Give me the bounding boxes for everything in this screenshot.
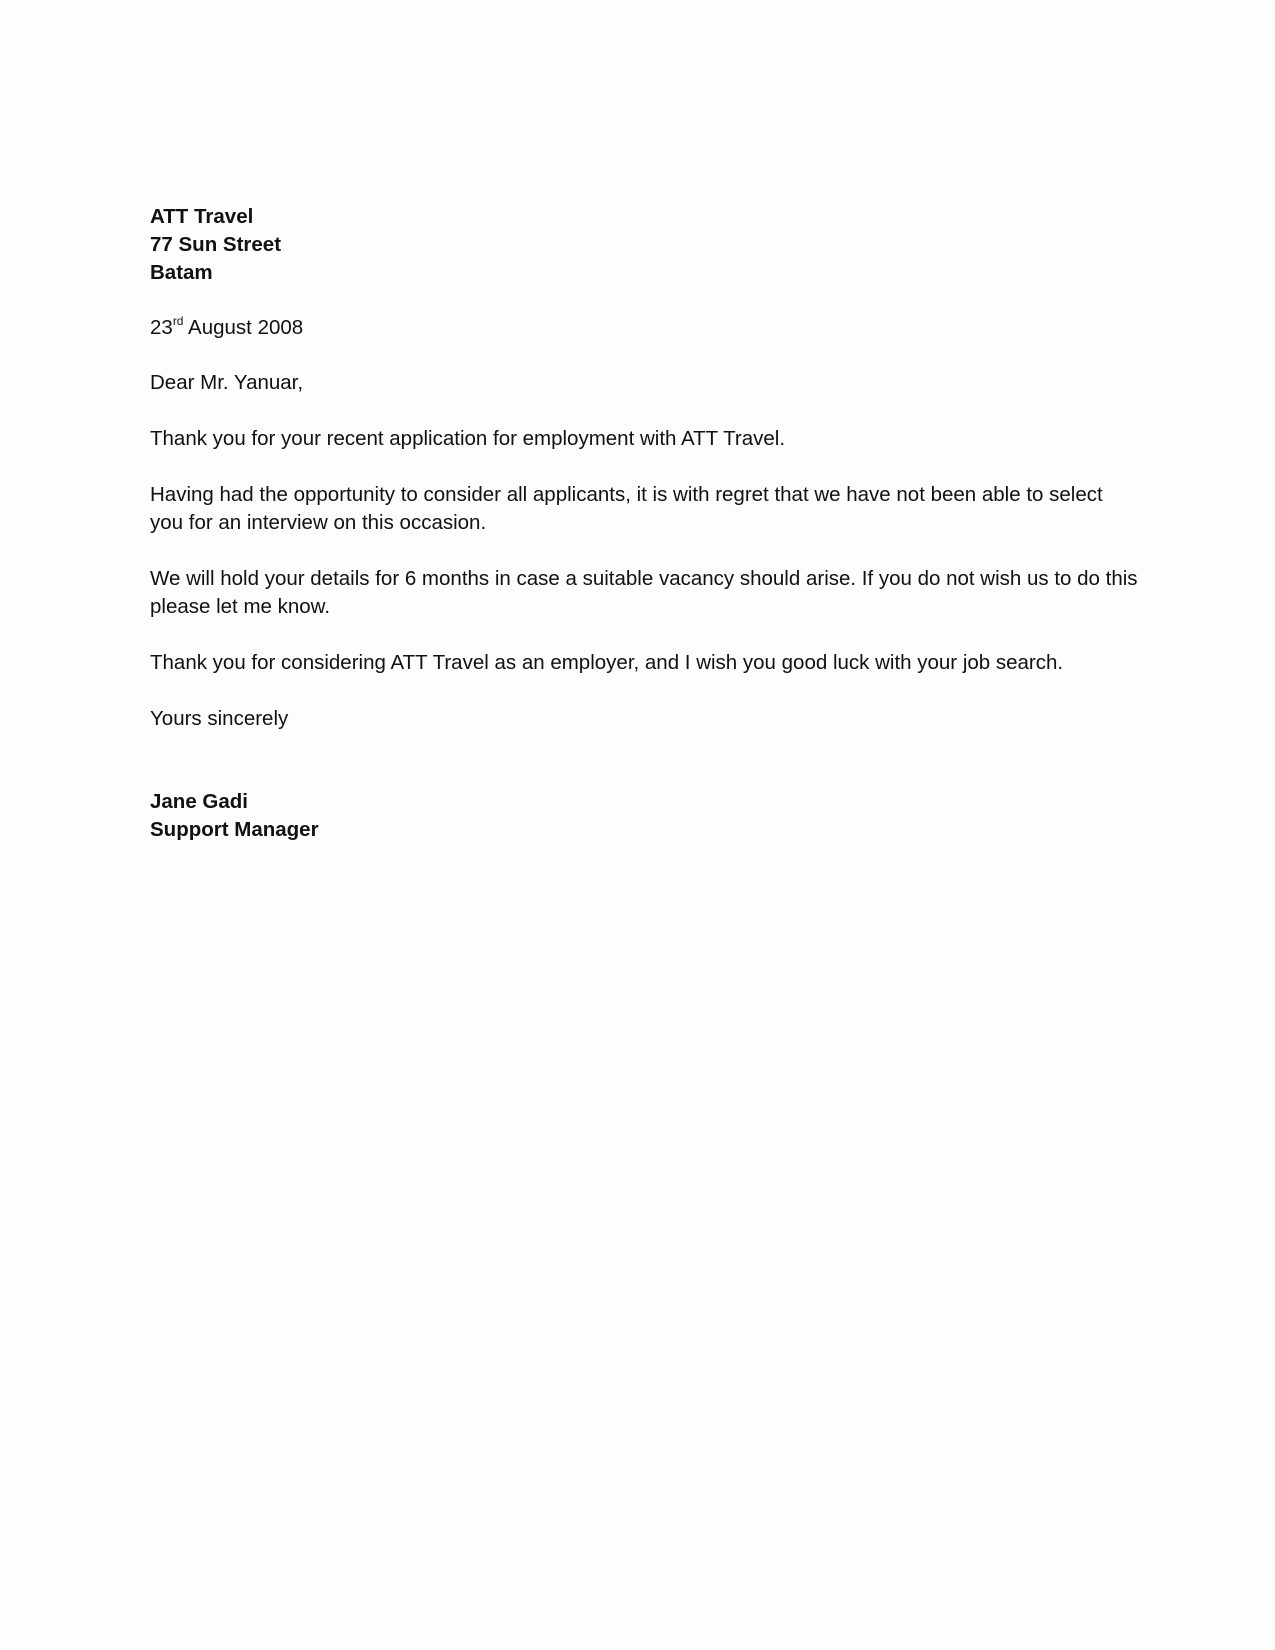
- body-paragraph: We will hold your details for 6 months in case a suitable vacancy should arise. If you do not wish us to do this please let me know.: [150, 567, 1138, 618]
- sender-street: 77 Sun Street: [150, 233, 282, 256]
- sender-city: Batam: [150, 261, 213, 284]
- salutation: Dear Mr. Yanuar,: [150, 371, 304, 394]
- signature-block: [150, 788, 1140, 844]
- sender-address: [150, 203, 1140, 287]
- letter-content: [150, 203, 1140, 844]
- date-suffix: rd: [172, 314, 184, 328]
- letter-date: [150, 314, 1140, 342]
- date-day: 23: [150, 316, 173, 339]
- sender-company: ATT Travel: [150, 205, 254, 228]
- signer-name: Jane Gadi: [150, 790, 248, 813]
- date-month-year: August 2008: [183, 316, 304, 339]
- closing: Yours sincerely: [150, 707, 289, 730]
- body-paragraph: Thank you for considering ATT Travel as an employer, and I wish you good luck with your job search.: [150, 651, 1064, 674]
- body-paragraph: Having had the opportunity to consider all applicants, it is with regret that we have not been able to select you for an interview on this occasion.: [150, 483, 1103, 534]
- signer-title: Support Manager: [150, 818, 319, 841]
- body-paragraph: Thank you for your recent application for employment with ATT Travel.: [150, 427, 786, 450]
